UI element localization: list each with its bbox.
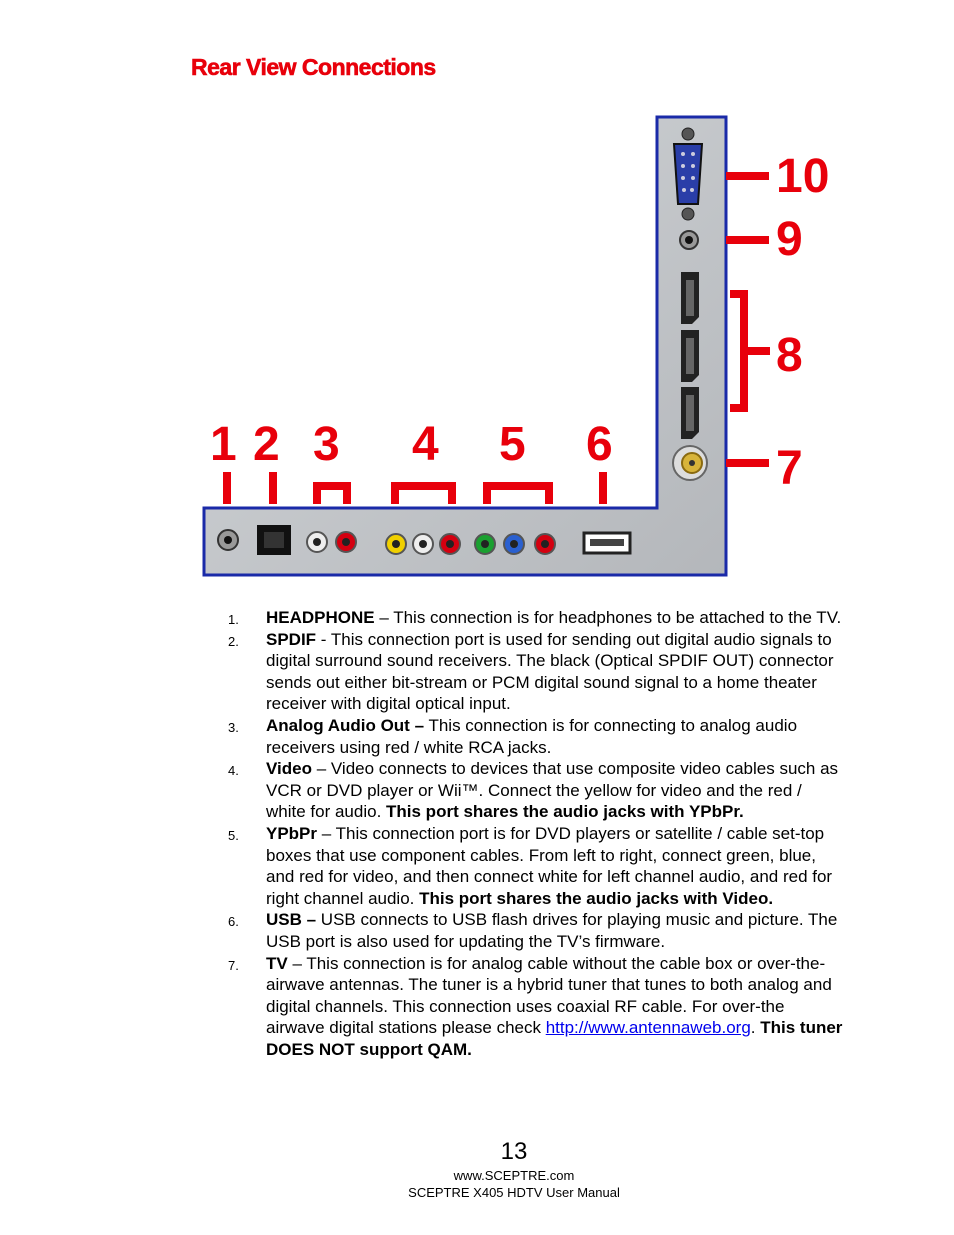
item-note: This tuner DOES NOT support QAM. <box>266 1018 843 1059</box>
callout-3: 3 <box>313 418 340 471</box>
footer-manual-title: SCEPTRE X405 HDTV User Manual <box>408 1185 620 1200</box>
page-title: Rear View Connections <box>191 54 436 80</box>
item-name: USB – <box>266 910 317 930</box>
item-name: SPDIF <box>266 629 317 649</box>
hdmi-port-3 <box>681 387 699 439</box>
callout-8: 8 <box>776 329 803 382</box>
callout-10: 10 <box>776 150 830 203</box>
item-name: Analog Audio Out – <box>266 715 425 735</box>
coaxial-port <box>673 446 707 480</box>
ypbpr-blue-jack <box>504 534 524 554</box>
callout-2: 2 <box>253 418 280 471</box>
list-item <box>226 629 846 715</box>
ypbpr-red-jack <box>535 534 555 554</box>
spdif-port <box>257 525 291 555</box>
item-number: 4. <box>228 763 239 779</box>
hdmi-port-1 <box>681 272 699 324</box>
usb-port <box>584 533 630 553</box>
item-name: YPbPr <box>266 823 318 843</box>
rear-panel <box>204 117 726 575</box>
callout-4: 4 <box>412 418 439 471</box>
item-number: 2. <box>228 633 239 649</box>
list-item <box>226 823 846 909</box>
video-yellow-jack <box>386 534 406 554</box>
audio-out-white-jack <box>307 532 327 552</box>
list-item <box>226 758 846 823</box>
video-white-jack <box>413 534 433 554</box>
item-desc: - This connection port is used for sending out digital audio signals to digital surround sound receivers. The black (Optical SPDIF OUT) connector sends out either bit-stream or PCM digital sound signal to a home theater receiver with digital optical input. <box>266 629 834 714</box>
item-desc: This connection is for connecting to analog audio receivers using red / white RCA jacks. <box>266 715 798 757</box>
callout-1: 1 <box>210 418 237 471</box>
item-name: TV <box>266 953 288 973</box>
rear-panel-diagram <box>200 112 840 580</box>
callout-6: 6 <box>586 418 613 471</box>
video-red-jack <box>440 534 460 554</box>
list-item <box>226 715 846 758</box>
pc-audio-jack <box>680 231 698 249</box>
page-number: 13 <box>500 1138 528 1165</box>
connection-list <box>226 607 846 1060</box>
list-item <box>226 953 846 1061</box>
item-number: 3. <box>228 719 239 735</box>
ypbpr-green-jack <box>475 534 495 554</box>
item-desc: – This connection is for analog cable without the cable box or over-the-airwave antennas. The tuner is a hybrid tuner that tunes to both analog and digital channels. This connection uses coaxial RF cable. For over-the airwave digital stations please check <box>266 953 832 1038</box>
item-number: 1. <box>228 612 239 627</box>
item-desc: – Video connects to devices that use composite video cables such as VCR or DVD player or Wii™. Connect the yellow for video and the red / white for audio. <box>266 759 839 822</box>
item-desc-after-link: . <box>750 1018 761 1038</box>
hdmi-port-2 <box>681 330 699 382</box>
item-note: This port shares the audio jacks with YPbPr. <box>386 802 744 822</box>
footer-website: www.SCEPTRE.com <box>453 1168 575 1183</box>
item-number: 5. <box>228 827 239 843</box>
item-name: Video <box>266 759 312 779</box>
headphone-jack <box>218 530 238 550</box>
item-desc: – This connection is for headphones to be attached to the TV. <box>374 608 842 627</box>
antennaweb-link[interactable]: http://www.antennaweb.org <box>545 1018 751 1038</box>
callout-9: 9 <box>776 213 803 266</box>
item-number: 7. <box>228 957 239 973</box>
callout-7: 7 <box>776 442 803 495</box>
item-desc: – This connection port is for DVD players or satellite / cable set-top boxes that use component cables. From left to right, connect green, blue, and red for video, and then connect white for left channel audio, and red for right channel audio. <box>266 823 833 908</box>
item-number: 6. <box>228 914 239 930</box>
item-name: HEADPHONE <box>266 608 375 627</box>
audio-out-red-jack <box>336 532 356 552</box>
item-desc: USB connects to USB flash drives for playing music and picture. The USB port is also used for updating the TV’s firmware. <box>266 910 838 951</box>
item-note: This port shares the audio jacks with Video. <box>419 888 774 908</box>
callout-5: 5 <box>499 418 526 471</box>
list-item <box>226 607 846 629</box>
list-item <box>226 909 846 952</box>
